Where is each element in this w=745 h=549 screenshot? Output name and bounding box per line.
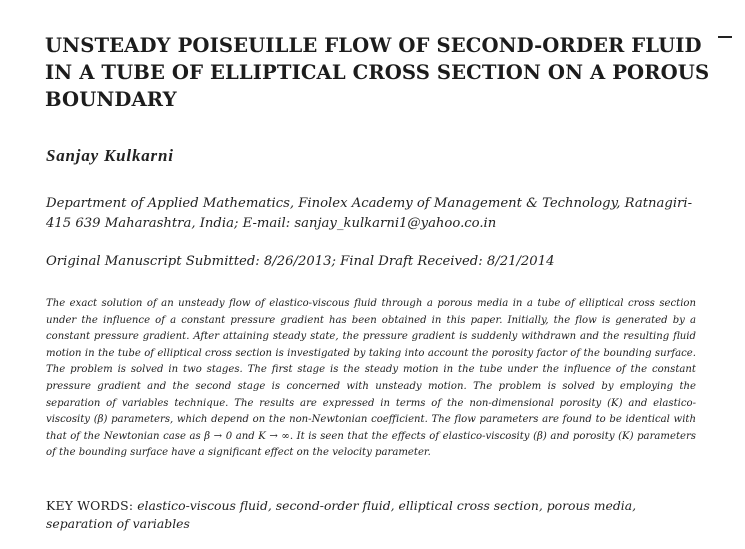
author-affiliation: Department of Applied Mathematics, Finolex Academy of Management & Technology, Ratnagiri-415 639 Maharashtra, India; E-mail: sanjay_kulkarni1@yahoo.co.in: [46, 196, 693, 231]
keywords-list: elastico-viscous fluid, second-order fluid, elliptical cross section, porous media, separation of variables: [46, 498, 637, 531]
keywords-label: KEY WORDS:: [46, 498, 134, 513]
paper-title: UNSTEADY POISEUILLE FLOW OF SECOND-ORDER FLUID IN A TUBE OF ELLIPTICAL CROSS SECTION ON A POROUS BOUNDARY: [45, 34, 710, 111]
keywords-section: [46, 497, 706, 533]
abstract-text: The exact solution of an unsteady flow of elastico-viscous fluid through a porous media in a tube of elliptical cross section under the influence of a constant pressure gradient has been obtained in this paper. Initially, the flow is generated by a constant pressure gradient. After attaining steady state, the pressure gradient is suddenly withdrawn and the resulting fluid motion in the tube of elliptical cross section is investigated by taking into account the porosity factor of the bounding surface. The problem is solved in two stages. The first stage is the steady motion in the tube under the influence of the constant pressure gradient and the second stage is concerned with unsteady motion. The problem is solved by employing the separation of variables technique. The results are expressed in terms of the non-dimensional porosity (K) and elastico-viscosity (β) parameters, which depend on the non-Newtonian coefficient. The flow parameters are found to be identical with that of the Newtonian case as β → 0 and K → ∞. It is seen that the effects of elastico-viscosity (β) and porosity (K) parameters of the bounding surface have a significant effect on the velocity parameter.: [46, 298, 696, 459]
author-name: Sanjay Kulkarni: [46, 146, 174, 165]
manuscript-dates: Original Manuscript Submitted: 8/26/2013; Final Draft Received: 8/21/2014: [46, 254, 555, 269]
